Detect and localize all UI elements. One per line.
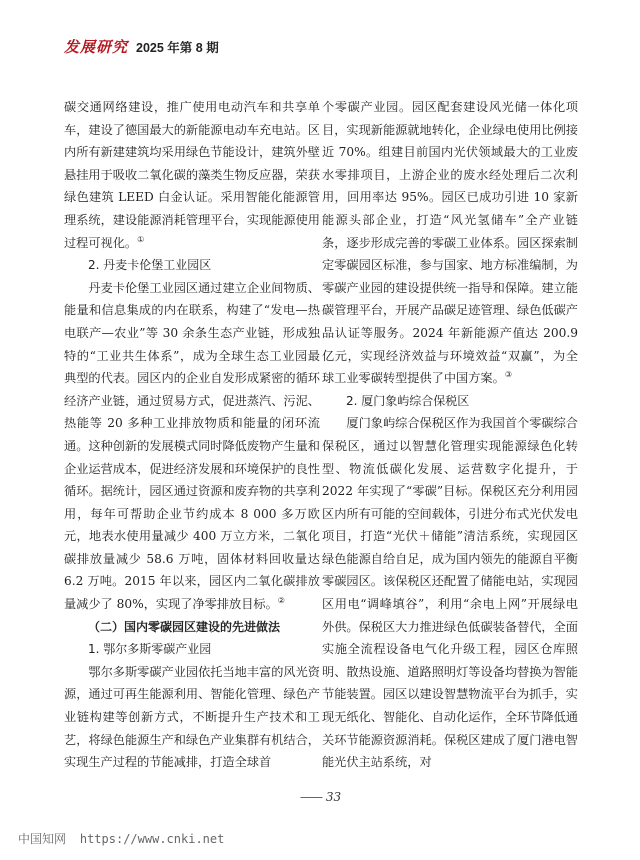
section-heading: 2. 丹麦卡伦堡工业园区: [88, 258, 212, 273]
footnote-marker[interactable]: ③: [504, 370, 512, 380]
paragraph: 厦门象屿综合保税区作为我国首个零碳综合保税区，通过以智慧化管理实现能源绿色化转型、物流低碳化发展、运营数字化提升，于 2022 年实现了“零碳”目标。保税区充分利用园区内所有可能的空间载体，引进分布式光伏发电项目，打造“光伏＋储能”清洁系统，实现园区绿色能源自给自足，成为国内领先的能源自平衡零碳园区。该保税区还配置了储能电站，实现园区用电“调峰填谷”，利用“余电上网”开展绿电外供。保税区大力推进绿色低碳装备替代，全面实施全流程设备电气化升级工程，园区仓库照明、散热设施、道路照明灯等设备均替换为智能节能装置。园区以建设智慧物流平台为抓手，实现无纸化、智能化、自动化运作，全环节降低通关环节能源资源消耗。保税区建成了厦门港电智能光伏主站系统，对: [322, 416, 578, 770]
section-heading: 2. 厦门象屿综合保税区: [346, 393, 470, 408]
watermark-footer: [18, 830, 224, 847]
right-column: [322, 96, 578, 774]
site-url[interactable]: https://www.cnki.net: [79, 832, 225, 846]
page-header: [64, 36, 219, 56]
section-heading: 1. 鄂尔多斯零碳产业园: [88, 642, 212, 657]
section-heading: （二）国内零碳园区建设的先进做法: [88, 619, 281, 634]
left-column: [64, 96, 320, 774]
paragraph: 鄂尔多斯零碳产业园依托当地丰富的风光资源，通过可再生能源利用、智能化管理、绿色产业链构建等创新方式，不断提升生产技术和工艺，将绿色能源生产和绿色产业集群有机结合，实现生产过程的节能减排，打造全球首: [64, 664, 320, 770]
site-name: 中国知网: [18, 832, 67, 846]
paragraph: 碳交通网络建设，推广使用电动汽车和共享单车，建设了德国最大的新能源电动车充电站。区内所有新建建筑均采用绿色节能设计，建筑外壁悬挂用于吸收二氧化碳的藻类生物反应器，荣获绿色建筑 LEED 白金认证。采用智能化能源管理系统，建设能源消耗管理平台，实现能源使用过程可视化。①: [64, 100, 320, 250]
issue-label: 2025 年第 8 期: [136, 41, 219, 55]
footnote-marker[interactable]: ②: [277, 596, 285, 605]
paragraph: 丹麦卡伦堡工业园区通过建立企业间物质、能量和信息集成的内在联系，构建了“发电—热电联产—农业”等 30 余条生态产业链，形成独特的“工业共生体系”，成为全球生态工业园最典型的代表。园区内的企业自发形成紧密的循环经济产业链，通过贸易方式，促进蒸汽、污泥、热能等 20 多种工业排放物质和能量的闭环流通。这种创新的发展模式同时降低废物产生量和企业运营成本，促进经济发展和环境保护的良性循环。据统计，园区通过资源和废弃物的共享利用，每年可帮助企业节约成本 8 000 多万欧元，地表水使用量减少 400 万立方米，二氧化碳排放量减少 58.6 万吨，固体材料回收量达 6.2 万吨。2015 年以来，园区内二氧化碳排放量减少了 80%，实现了净零排放目标。②: [64, 280, 320, 612]
paragraph: 个零碳产业园。园区配套建设风光储一体化项目，实现新能源就地转化，企业绿电使用比例接近 70%。组建目前国内光伏领域最大的工业废水零排项目，上游企业的废水经处理后二次利用，回用率达 95%。园区已成功引进 10 家新能源头部企业，打造“风光氢储车”全产业链条，逐步形成完善的零碳工业体系。园区探索制定零碳园区标准，参与国家、地方标准编制，为零碳产业园的建设提供统一指导和保障。建立能碳管理平台，开展产品碳足迹管理、绿色低碳产品认证等服务。2024 年新能源产值达 200.9 亿元，实现经济效益与环境效益“双赢”，为全球工业零碳转型提供了中国方案。③: [322, 100, 578, 386]
page-number: —— 33: [300, 790, 342, 804]
footnote-marker[interactable]: ①: [137, 234, 145, 244]
journal-name: 发展研究: [64, 38, 129, 56]
